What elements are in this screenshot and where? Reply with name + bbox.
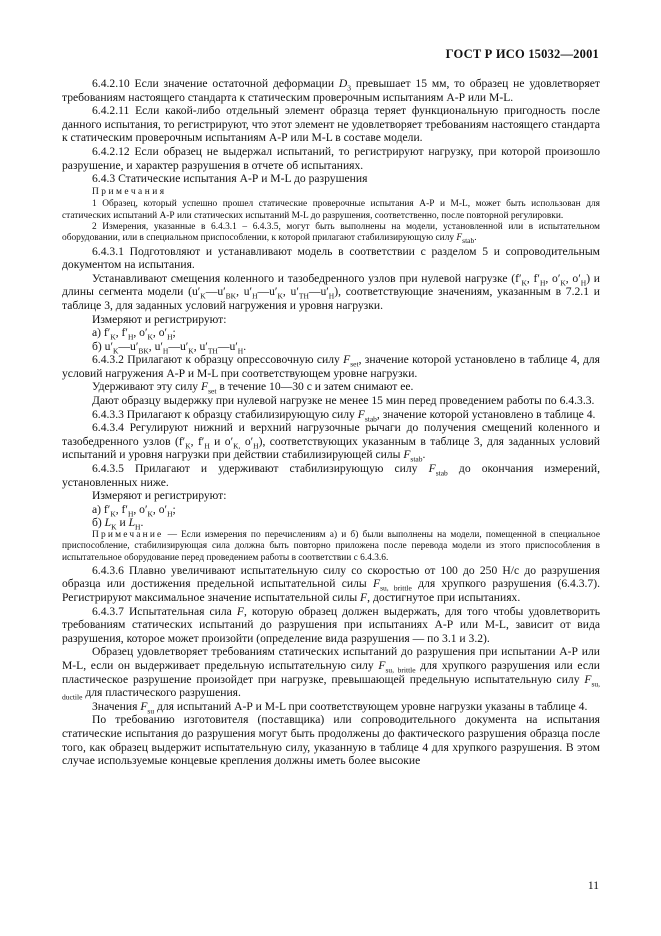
paragraph: Устанавливают смещения коленного и тазобедренного узлов при нулевой нагрузке ($f'_K$, $f'_H$, $o'_K$, $o'_H$) и длины сегмента модели ($u'_K—u'_{BK}$, $u'_H—u'_K$, $u'_{TH}—u'_H$), соответствующие значениям, указанным в 7.2.1 и таблице 3, для заданных условий нагружения и уровня нагрузки. — [62, 271, 600, 312]
page-number: 11 — [587, 880, 599, 892]
list-item: а) $f'_K$, $f'_H$, $o'_K$, $o'_H$; — [92, 326, 176, 342]
list-item: б) $L_K$ и $L_H$. — [92, 516, 144, 532]
paragraph: Дают образцу выдержку при нулевой нагрузке не менее 15 мин перед проведением работы по 6.4.3.3. — [92, 394, 595, 408]
paragraph: 6.4.3 Статические испытания А-Р и М-L до разрушения — [92, 172, 368, 186]
paragraph: 6.4.2.12 Если образец не выдержал испытаний, то регистрируют нагрузку, при которой произошло разрушение, и характер разрушения в отчете об испытаниях. — [62, 144, 600, 172]
paragraph: Измеряют и регистрируют: — [92, 312, 227, 326]
paragraph: По требованию изготовителя (поставщика) или сопроводительного документа на испытания статические испытания до разрушения могут быть продолжены до фактического разрушения образца после того, как образец выдержит испытательную силу, указанную в таблице 4 для хрупкого разрушения. В этом случае используемые концевые крепления должны иметь более высокие — [62, 713, 600, 768]
paragraph: 6.4.3.6 Плавно увеличивают испытательную силу со скоростью от 100 до 250 Н/с до разрушения образца или достижения предельной испытательной силы $F_{su, brittle}$ для хрупкого разрушения (6.4.3.7). Регистрируют максимальное значение испытательной силы F, достигнутое при испытаниях. — [62, 563, 600, 605]
paragraph: 6.4.3.5 Прилагают и удерживают стабилизирующую силу $F_{stab}$ до окончания измерений, установленных ниже. — [62, 462, 600, 489]
note-text: 2 Измерения, указанные в 6.4.3.1 – 6.4.3.5, могут быть выполнены на модели, установленной или в испытательном оборудовании, или в специальном приспособлении, к которой прилагают стабилизирующую силу $F_{stab}$. — [62, 221, 600, 246]
list-item: б) $u'_K—u'_{BK}$, $u'_H—u'_K$, $u'_{TH}—u'_H$. — [92, 339, 247, 355]
paragraph: 6.4.2.10 Если значение остаточной деформации $D_3$ превышает 15 мм, то образец не удовлетворяет требованиям настоящего стандарта к статическим проверочным испытаниям А-Р или М-L. — [62, 77, 600, 104]
notes-heading: Примечания — [92, 186, 167, 197]
paragraph: 6.4.2.11 Если какой-либо отдельный элемент образца теряет функциональную пригодность после данного испытания, то регистрируют, что этот элемент не удовлетворяет требованиям настоящего стандарта к статическим проверочным испытаниям А-Р или М-L в составе модели. — [62, 104, 600, 145]
paragraph: 6.4.3.3 Прилагают к образцу стабилизирующую силу $F_{stab}$, значение которой установлено в таблице 4. — [92, 407, 596, 423]
note-text: Примечание — Если измерения по перечислениям а) и б) были выполнены на модели, помещенной в специальное приспособление, стабилизирующая сила должна быть повторно приложена после перевода модели из этого приспособления в испытательное оборудование перед проведением работы в соответствии с 6.4.3.6. — [62, 530, 600, 563]
paragraph: Удерживают эту силу $F_{set}$ в течение 10—30 с и затем снимают ее. — [92, 380, 414, 396]
paragraph: 6.4.3.1 Подготовляют и устанавливают модель в соответствии с разделом 5 и сопроводительным документом на испытания. — [62, 244, 600, 272]
paragraph: Образец удовлетворяет требованиям статических испытаний до разрушения при испытании А-Р или М-L, если он выдерживает предельную испытательную силу $F_{su, brittle}$ для хрупкого разрушения или если пластическое разрушение произойдет при нагрузке, превышающей предельную испытательную силу $F_{su, ductile}$ для пластического разрушения. — [62, 645, 600, 702]
document-header: ГОСТ Р ИСО 15032—2001 — [445, 47, 599, 61]
paragraph: Измеряют и регистрируют: — [92, 489, 227, 503]
paragraph: Значения $F_{su}$ для испытаний А-Р и М-L при соответствующем уровне нагрузки указаны в таблице 4. — [92, 699, 588, 716]
paragraph: 6.4.3.2 Прилагают к образцу опрессовочную силу $F_{set}$, значение которой установлено в таблице 4, для условий нагружения А-Р и М-L при соответствующем уровне нагрузки. — [62, 353, 600, 380]
document-body — [62, 77, 600, 768]
list-item: а) $f'_K$, $f'_H$, $o'_K$, $o'_H$; — [92, 502, 176, 519]
note-text: 1 Образец, который успешно прошел статические проверочные испытания А-Р и М-L, может быть использован для статических испытаний А-Р или статических испытаний М-L до разрушения, соответственно, после повторной регулировки. — [62, 199, 600, 221]
paragraph: 6.4.3.7 Испытательная сила F, которую образец должен выдержать, для того чтобы удовлетворить требованиям статических испытаний до разрушения при испытаниях А-Р или М-L, зависит от вида разрушения, которое может произойти (определение вида разрушения — по 3.1 и 3.2). — [62, 604, 600, 645]
paragraph: 6.4.3.4 Регулируют нижний и верхний нагрузочные рычаги до получения смещений коленного и тазобедренного узлов ($f'_K$, $f'_H$ и $o'_{K,}$ $o'_H$), соответствующих указанным в таблице 3, для заданных условий испытаний и уровня нагрузки при действии стабилизирующей силы $F_{stab}$. — [62, 421, 601, 464]
